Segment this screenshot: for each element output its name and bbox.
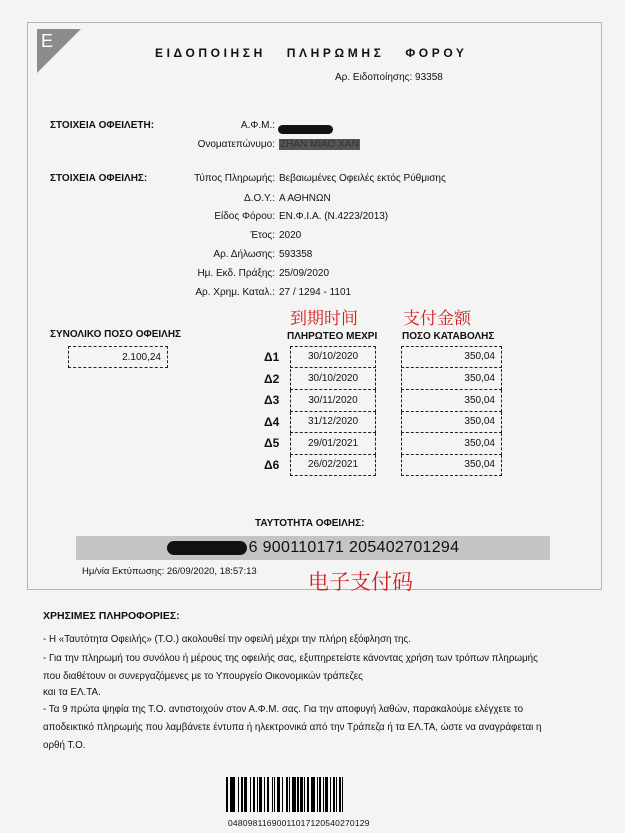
field-value: 2020 — [279, 230, 302, 241]
installment-amount: 350,04 — [401, 369, 502, 391]
installment-label: Δ6 — [264, 458, 280, 472]
title-word: ΕΙΔΟΠΟΙΗΣΗ — [155, 46, 266, 60]
print-date: Ημ/νία Εκτύπωσης: 26/09/2020, 18:57:13 — [82, 566, 257, 577]
info-line: ορθή Τ.Ο. — [43, 740, 86, 751]
corner-letter: E — [41, 31, 54, 51]
annotation-due-date: 到期时间 — [290, 309, 358, 329]
afm-label: Α.Φ.Μ.: — [240, 120, 275, 131]
installment-label: Δ3 — [264, 393, 280, 407]
afm-redacted — [278, 121, 333, 139]
installment-due-date: 29/01/2021 — [290, 433, 376, 455]
info-line: που διαθέτουν οι συνεργαζόμενες με το Υπουργείο Οικονομικών τράπεζες — [43, 671, 363, 682]
installment-amount: 350,04 — [401, 346, 502, 368]
total-label: ΣΥΝΟΛΙΚΟ ΠΟΣΟ ΟΦΕΙΛΗΣ — [50, 329, 182, 340]
field-value: 27 / 1294 - 1101 — [279, 287, 352, 298]
info-line: - Για την πληρωμή του συνόλου ή μέρους της οφειλής σας, εξυπηρετείστε κάνοντας χρήση των τρόπων πληρωμής — [43, 653, 538, 664]
notice-number-label: Αρ. Ειδοποίησης: — [335, 72, 413, 83]
installment-amount: 350,04 — [401, 433, 502, 455]
due-column-header: ΠΛΗΡΩΤΕΟ ΜΕΧΡΙ — [287, 331, 378, 342]
installment-amount: 350,04 — [401, 390, 502, 412]
installment-due-date: 26/02/2021 — [290, 455, 376, 477]
payment-id-label: ΤΑΥΤΟΤΗΤΑ ΟΦΕΙΛΗΣ: — [255, 518, 365, 529]
annotation-payment-code: 电子支付码 — [308, 570, 413, 594]
installment-due-date: 31/12/2020 — [290, 412, 376, 434]
name-label: Ονοματεπώνυμο: — [197, 139, 275, 150]
payment-id-redacted — [167, 541, 247, 555]
payment-id-value: 6 900110171 205402701294 — [248, 539, 460, 556]
barcode-number: 04809811690011017120540270129 — [228, 818, 370, 828]
installment-due-date: 30/11/2020 — [290, 390, 376, 412]
debt-section-label: ΣΤΟΙΧΕΙΑ ΟΦΕΙΛΗΣ: — [50, 173, 148, 184]
annotation-amount: 支付金额 — [403, 309, 471, 329]
name-value: ΖΗΑΝ ΜΙΑΟ ΧΑΝ — [280, 139, 359, 150]
total-amount: 2.100,24 — [68, 346, 168, 368]
info-line: αποδεικτικό πληρωμής που λαμβάνετε έντυπα ή ηλεκτρονικά από την Τράπεζα ή τα ΕΛ.ΤΑ, ώστε να αναγράφεται η — [43, 722, 542, 733]
installment-amount: 350,04 — [401, 412, 502, 434]
installment-label: Δ2 — [264, 372, 280, 386]
installment-amount: 350,04 — [401, 455, 502, 477]
info-line: - Η «Ταυτότητα Οφειλής» (Τ.Ο.) ακολουθεί την οφειλή μέχρι την πλήρη εξόφληση της. — [43, 634, 411, 645]
field-value: ΕΝ.Φ.Ι.Α. (Ν.4223/2013) — [279, 211, 389, 222]
payment-id-bar — [76, 536, 550, 560]
info-title: ΧΡΗΣΙΜΕΣ ΠΛΗΡΟΦΟΡΙΕΣ: — [43, 610, 180, 622]
barcode — [226, 777, 394, 812]
field-value: Α ΑΘΗΝΩΝ — [279, 193, 331, 204]
notice-number-value: 93358 — [415, 72, 443, 83]
debtor-section-label: ΣΤΟΙΧΕΙΑ ΟΦΕΙΛΕΤΗ: — [50, 120, 155, 131]
notice-number — [335, 72, 443, 83]
installment-label: Δ1 — [264, 350, 280, 364]
installment-label: Δ4 — [264, 415, 280, 429]
installment-due-date: 30/10/2020 — [290, 369, 376, 391]
installment-label: Δ5 — [264, 436, 280, 450]
field-value: 25/09/2020 — [279, 268, 330, 279]
page-title — [155, 46, 482, 60]
amount-column-header: ΠΟΣΟ ΚΑΤΑΒΟΛΗΣ — [402, 331, 495, 342]
title-word: ΠΛΗΡΩΜΗΣ — [286, 46, 385, 60]
info-line: - Τα 9 πρώτα ψηφία της Τ.Ο. αντιστοιχούν στον Α.Φ.Μ. σας. Για την αποφυγή λαθών, παρακαλούμε ελέγχετε το — [43, 704, 524, 715]
installment-due-date: 30/10/2020 — [290, 346, 376, 368]
field-value: Βεβαιωμένες Οφειλές εκτός Ρύθμισης — [279, 173, 446, 184]
field-value: 593358 — [279, 249, 313, 260]
title-word: ΦΟΡΟΥ — [405, 46, 468, 60]
info-line: και τα ΕΛ.ΤΑ. — [43, 687, 101, 698]
